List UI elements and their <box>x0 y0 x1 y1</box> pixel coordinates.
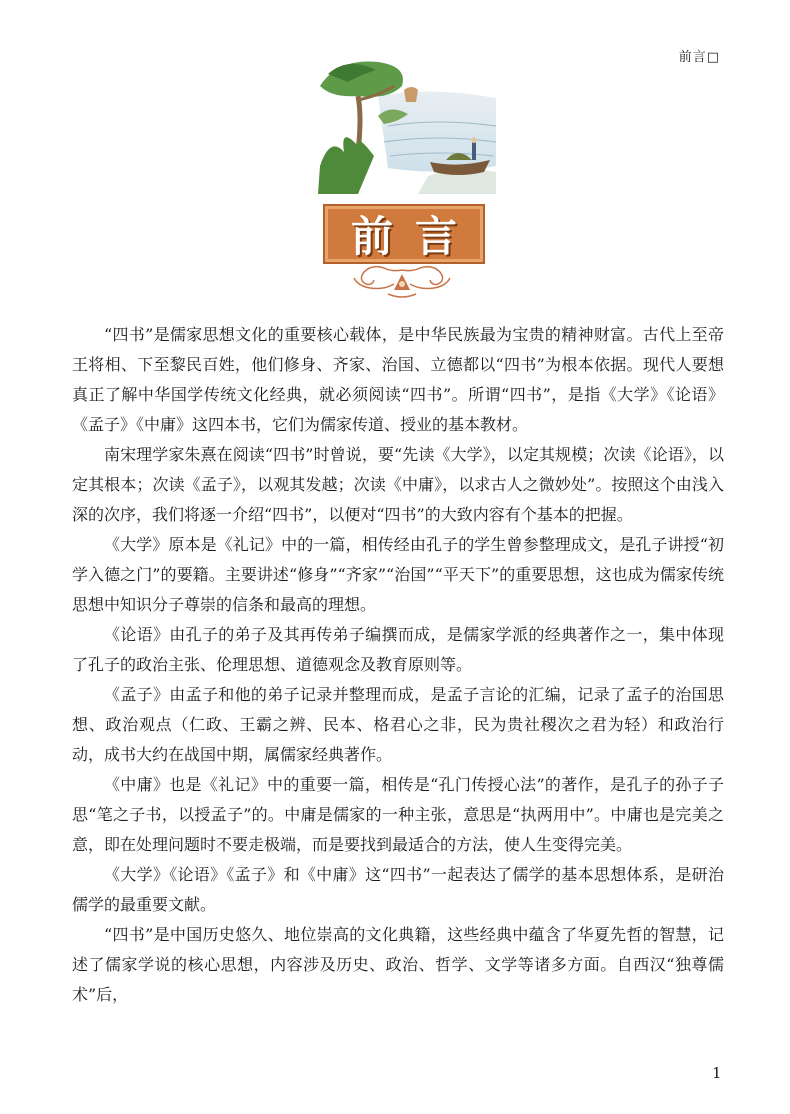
landscape-illustration <box>318 56 498 194</box>
running-header: 前言□ <box>678 50 720 65</box>
paragraph: 《孟子》由孟子和他的弟子记录并整理而成，是孟子言论的汇编，记录了孟子的治国思想、政治观点（仁政、王霸之辨、民本、格君心之非，民为贵社稷次之君为轻）和政治行动，成书大约在战国中期，属儒家经典著作。 <box>72 685 724 764</box>
preface-body <box>72 320 724 1010</box>
chapter-title-box <box>323 204 485 264</box>
paragraph: “四书”是中国历史悠久、地位崇高的文化典籍，这些经典中蕴含了华夏先哲的智慧，记述了儒家学说的核心思想，内容涉及历史、政治、哲学、文学等诸多方面。自西汉“独尊儒术”后， <box>72 925 724 1004</box>
paragraph: 南宋理学家朱熹在阅读“四书”时曾说，要“先读《大学》，以定其规模；次读《论语》，以定其根本；次读《孟子》，以观其发越；次读《中庸》，以求古人之微妙处”。按照这个由浅入深的次序，我们将逐一介绍“四书”，以便对“四书”的大致内容有个基本的把握。 <box>72 445 724 524</box>
paragraph: “四书”是儒家思想文化的重要核心载体，是中华民族最为宝贵的精神财富。古代上至帝王将相、下至黎民百姓，他们修身、齐家、治国、立德都以“四书”为根本依据。现代人要想真正了解中华国学传统文化经典，就必须阅读“四书”。所谓“四书”，是指《大学》《论语》《孟子》《中庸》这四本书，它们为儒家传道、授业的基本教材。 <box>72 325 724 434</box>
page-number: 1 <box>712 1064 722 1082</box>
paragraph: 《论语》由孔子的弟子及其再传弟子编撰而成，是儒家学派的经典著作之一，集中体现了孔子的政治主张、伦理思想、道德观念及教育原则等。 <box>72 625 724 674</box>
decorative-scroll-ornament <box>348 264 456 300</box>
chapter-title: 前言 <box>350 212 479 261</box>
paragraph: 《中庸》也是《礼记》中的重要一篇，相传是“孔门传授心法”的著作，是孔子的孙子子思“笔之子书，以授孟子”的。中庸是儒家的一种主张，意思是“执两用中”。中庸也是完美之意，即在处理问题时不要走极端，而是要找到最适合的方法，使人生变得完美。 <box>72 775 724 854</box>
paragraph: 《大学》原本是《礼记》中的一篇，相传经由孔子的学生曾参整理成文，是孔子讲授“初学入德之门”的要籍。主要讲述“修身”“齐家”“治国”“平天下”的重要思想，这也成为儒家传统思想中知识分子尊崇的信条和最高的理想。 <box>72 535 724 614</box>
paragraph: 《大学》《论语》《孟子》和《中庸》这“四书”一起表达了儒学的基本思想体系，是研治儒学的最重要文献。 <box>72 865 724 914</box>
